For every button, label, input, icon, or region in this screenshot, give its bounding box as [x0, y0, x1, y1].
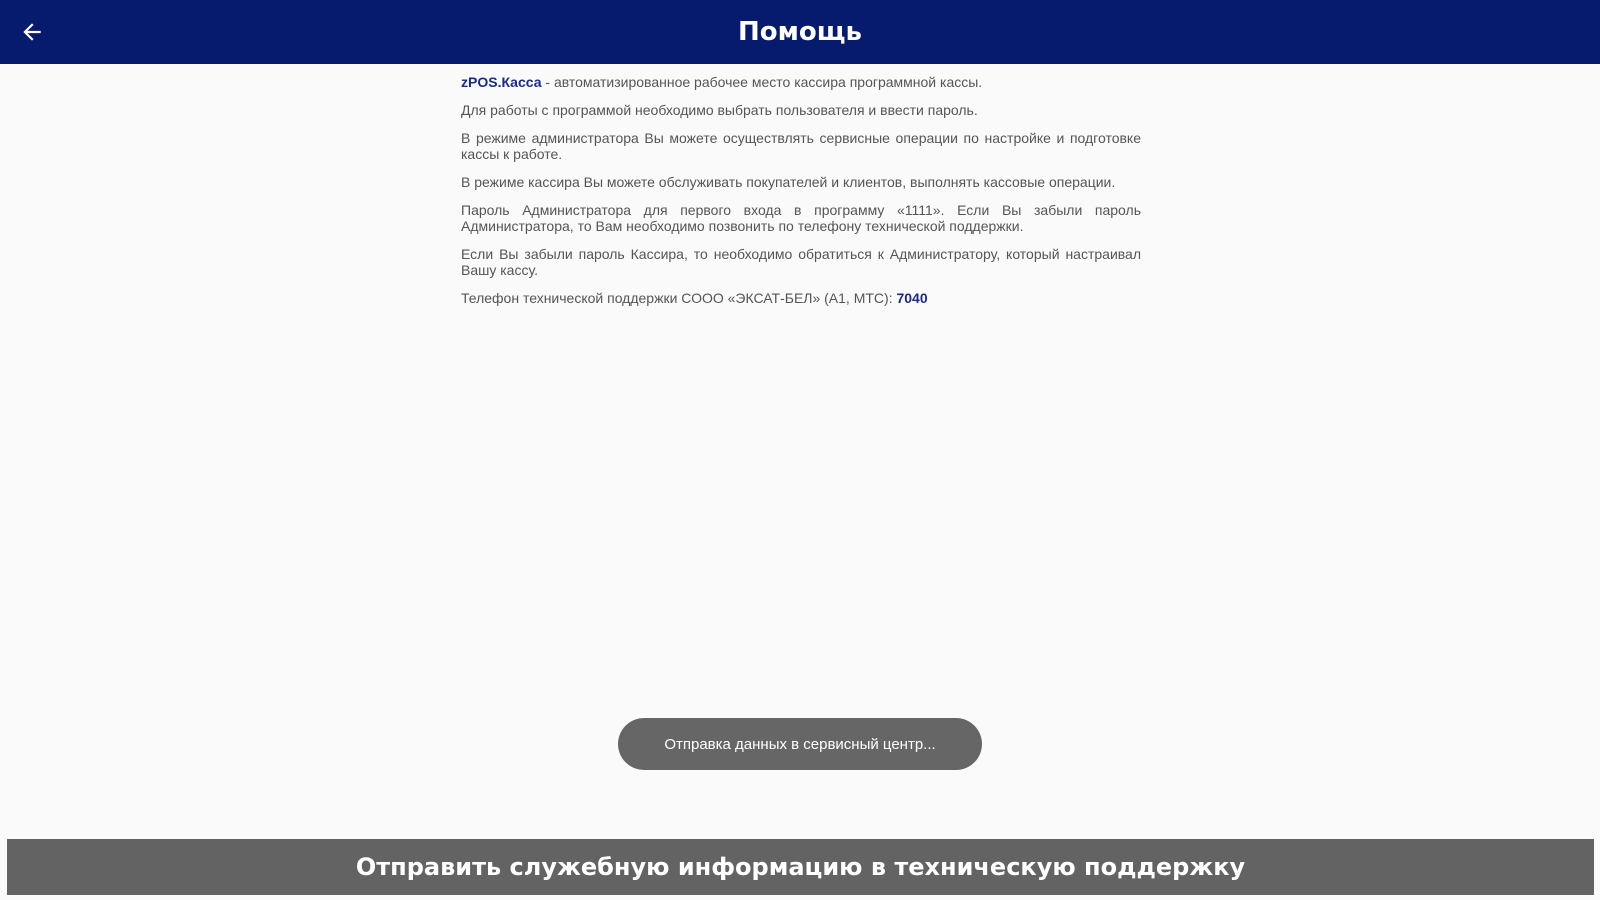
- intro-paragraph: [461, 74, 1141, 90]
- support-label: Телефон технической поддержки СООО «ЭКСАТ-БЕЛ» (A1, МТС):: [461, 290, 897, 306]
- support-phone-paragraph: [461, 290, 1141, 306]
- login-paragraph: Для работы с программой необходимо выбрать пользователя и ввести пароль.: [461, 102, 978, 118]
- help-content: [461, 74, 1141, 318]
- intro-text: - автоматизированное рабочее место кассира программной кассы.: [541, 74, 983, 90]
- app-bar: [0, 0, 1600, 64]
- cashier-mode-paragraph: В режиме кассира Вы можете обслуживать покупателей и клиентов, выполнять кассовые операции.: [461, 174, 1116, 190]
- app-name: zPOS.Касса: [461, 74, 542, 90]
- cashier-password-paragraph: Если Вы забыли пароль Кассира, то необходимо обратиться к Администратору, который настраивал Вашу кассу.: [461, 246, 1141, 278]
- support-phone-link[interactable]: 7040: [896, 290, 928, 306]
- send-support-info-button[interactable]: Отправить служебную информацию в техническую поддержку: [7, 839, 1594, 895]
- admin-mode-paragraph: В режиме администратора Вы можете осуществлять сервисные операции по настройке и подготовке кассы к работе.: [461, 130, 1141, 162]
- admin-password-paragraph: Пароль Администратора для первого входа в программу «1111». Если Вы забыли пароль Администратора, то Вам необходимо позвонить по телефону технической поддержки.: [461, 202, 1141, 234]
- back-button[interactable]: [12, 12, 52, 52]
- sending-toast: Отправка данных в сервисный центр...: [618, 718, 982, 770]
- page-title: Помощь: [738, 17, 862, 47]
- arrow-left-icon: [19, 19, 45, 45]
